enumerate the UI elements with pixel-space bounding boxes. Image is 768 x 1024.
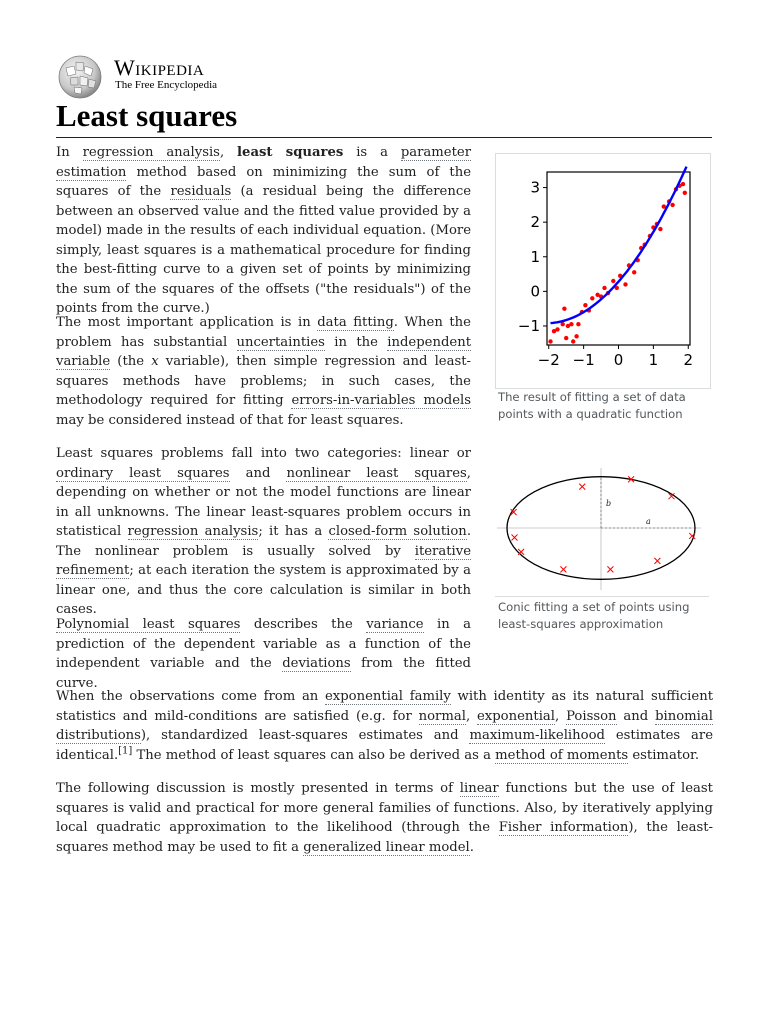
link-generalized-linear-model[interactable]: generalized linear model xyxy=(303,839,470,855)
data-point xyxy=(590,296,594,300)
sample-point-cross xyxy=(512,535,518,541)
link-residuals[interactable]: residuals xyxy=(170,184,232,199)
link-nonlinear-least-squares[interactable]: nonlinear least squares xyxy=(286,465,467,481)
link-closed-form-solution[interactable]: closed-form solution xyxy=(328,524,467,539)
y-tick-label: 1 xyxy=(530,247,540,266)
data-point xyxy=(574,334,578,338)
link-maximum-likelihood[interactable]: maximum-likelihood xyxy=(469,728,605,743)
data-point xyxy=(555,327,559,331)
data-point xyxy=(658,227,662,231)
link-variance[interactable]: variance xyxy=(366,617,424,632)
link-poisson[interactable]: Poisson xyxy=(566,708,617,724)
reference-1[interactable]: [1] xyxy=(118,745,133,757)
wikipedia-globe-logo[interactable] xyxy=(56,54,104,100)
link-exponential[interactable]: exponential xyxy=(477,708,556,724)
link-linear[interactable]: linear xyxy=(459,781,499,796)
link-regression-analysis-2[interactable]: regression analysis xyxy=(127,524,259,539)
link-independent-variable[interactable]: independent variable xyxy=(56,334,472,369)
data-point xyxy=(583,303,587,307)
page-title: Least squares xyxy=(56,96,712,138)
wikipedia-tagline: The Free Encyclopedia xyxy=(115,79,218,91)
y-tick-label: 3 xyxy=(530,178,540,197)
figure-quadratic-fit[interactable] xyxy=(495,153,711,389)
link-errors-in-variables-models[interactable]: errors-in-variables models xyxy=(291,393,471,408)
link-data-fitting[interactable]: data fitting xyxy=(317,315,394,330)
intro-paragraph-1: In regression analysis, least squares is a parameter estimation method based on minimizing the sum of the squares of the residuals (a residual being the difference between an observed value and the fitted value provided by a model) made in the results of each individual equation. (More simply, least squares is a mathematical procedure for finding the best-fitting curve to a given set of points by minimizing the sum of the squares of the offsets ("the residuals") of the points from the curve.) xyxy=(56,145,472,316)
intro-paragraph-3: Least squares problems fall into two categories: linear or ordinary least squares and nonlinear least squares, depending on whether or not the model functions are linear in all unknowns. The linear least-squares problem occurs in statistical regression analysis; it has a closed-form solution. The nonlinear problem is usually solved by iterative refinement; at each iteration the system is approximated by a linear one, and thus the core calculation is similar in both cases. xyxy=(56,446,472,617)
data-point xyxy=(681,182,685,186)
data-point xyxy=(564,336,568,340)
data-point xyxy=(548,339,552,343)
data-point xyxy=(562,307,566,311)
quadratic-fit-chart xyxy=(496,154,710,388)
wikipedia-wordmark[interactable]: Wikipedia xyxy=(114,55,205,80)
data-point xyxy=(569,322,573,326)
figure-conic-fit[interactable] xyxy=(495,458,709,597)
intro-paragraph-5: When the observations come from an exponential family with identity as its natural sufficient statistics and mild-conditions are satisfied (e.g. for normal, exponential, Poisson and binomial distributions), standardized least-squares estimates and maximum-likelihood estimates are identical.[1] The method of least squares can also be derived as a method of moments estimator. xyxy=(56,689,714,763)
link-exponential-family[interactable]: exponential family xyxy=(325,689,451,704)
link-parameter-estimation[interactable]: parameter estimation xyxy=(56,145,471,180)
y-tick-label: 2 xyxy=(530,213,540,232)
x-tick-label: −2 xyxy=(537,351,560,369)
wikipedia-header xyxy=(56,52,716,100)
sample-point-cross xyxy=(607,566,613,572)
sample-point-cross xyxy=(654,558,660,564)
data-point xyxy=(576,322,580,326)
x-tick-label: 0 xyxy=(613,351,624,369)
data-point xyxy=(683,191,687,195)
link-regression-analysis[interactable]: regression analysis xyxy=(82,145,220,160)
sample-point-cross xyxy=(518,549,524,555)
link-normal[interactable]: normal xyxy=(418,708,466,724)
conic-label-b: b xyxy=(606,499,612,508)
y-tick-label: 0 xyxy=(530,282,540,301)
link-ordinary-least-squares[interactable]: ordinary least squares xyxy=(56,465,230,481)
data-point xyxy=(571,339,575,343)
link-iterative-refinement[interactable]: iterative refinement xyxy=(56,543,471,578)
data-point xyxy=(602,286,606,290)
link-polynomial-least-squares[interactable]: Polynomial least squares xyxy=(56,617,241,632)
link-deviations[interactable]: deviations xyxy=(282,656,351,671)
figure-1-caption: The result of fitting a set of data points with a quadratic function xyxy=(498,390,686,421)
figure-2-caption: Conic fitting a set of points using least-squares approximation xyxy=(498,600,690,631)
intro-paragraph-4: Polynomial least squares describes the variance in a prediction of the dependent variable as a function of the independent variable and the deviations from the fitted curve. xyxy=(56,617,471,691)
x-tick-label: 2 xyxy=(683,351,694,369)
link-method-of-moments[interactable]: method of moments xyxy=(495,747,629,763)
data-point xyxy=(670,203,674,207)
intro-paragraph-2: The most important application is in data fitting. When the problem has substantial uncertainties in the independent variable (the x variable), then simple regression and least-squares methods have problems; in such cases, the methodology required for fitting errors-in-variables models may be considered instead of that for least squares. xyxy=(56,315,472,428)
sample-point-cross xyxy=(560,566,566,572)
intro-paragraph-6: The following discussion is mostly presented in terms of linear functions but the use of least squares is valid and practical for more general families of functions. Also, by iteratively applying local quadratic approximation to the likelihood (through the Fisher information), the least-squares method may be used to fit a generalized linear model. xyxy=(56,781,713,855)
conic-fit-diagram xyxy=(495,458,709,596)
link-binomial-distributions[interactable]: binomial distributions xyxy=(56,708,713,743)
sample-point-cross xyxy=(579,484,585,490)
link-uncertainties[interactable]: uncertainties xyxy=(236,334,325,350)
data-point xyxy=(611,279,615,283)
data-point xyxy=(632,270,636,274)
x-tick-label: −1 xyxy=(572,351,595,369)
x-tick-label: 1 xyxy=(648,351,659,369)
y-tick-label: −1 xyxy=(517,316,540,335)
link-fisher-information[interactable]: Fisher information xyxy=(498,820,629,835)
conic-label-a: a xyxy=(646,517,651,526)
data-point xyxy=(623,282,627,286)
